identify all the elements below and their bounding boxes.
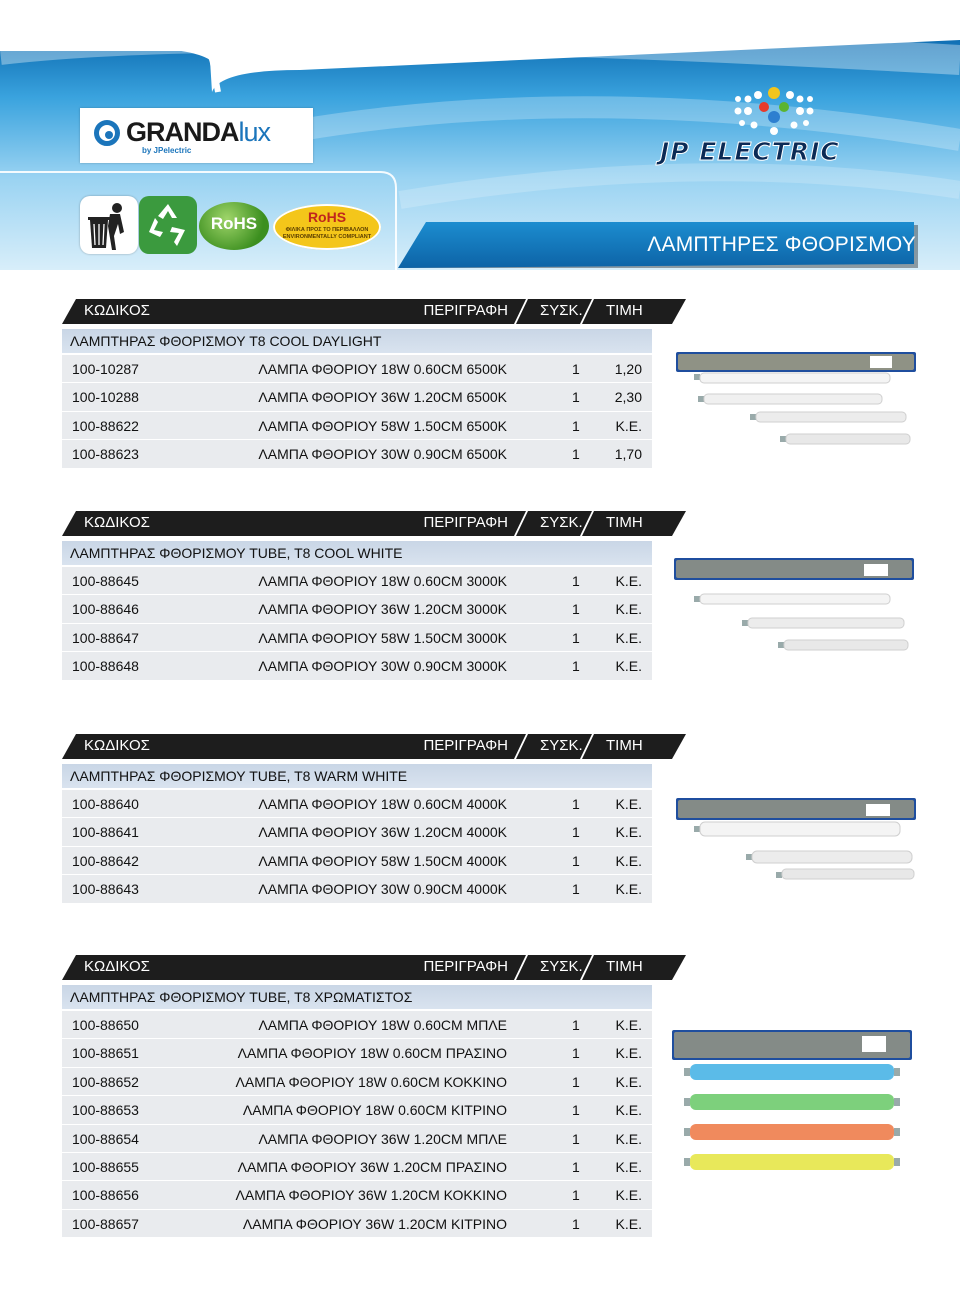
cell-code: 100-88653 xyxy=(72,1102,139,1119)
header-package: ΣΥΣΚ. xyxy=(540,737,583,754)
cell-code: 100-88622 xyxy=(72,417,139,434)
page-header xyxy=(0,0,960,280)
cell-description: ΛΑΜΠΑ ΦΘΟΡΙΟΥ 30W 0.90CM 4000K xyxy=(258,881,507,898)
cell-package: 1 xyxy=(572,881,580,898)
cell-code: 100-88652 xyxy=(72,1073,139,1090)
cell-description: ΛΑΜΠΑ ΦΘΟΡΙΟΥ 18W 0.60CM 4000K xyxy=(258,796,507,812)
table-row xyxy=(62,1039,652,1067)
table-section-warm-white xyxy=(62,734,686,904)
cell-package: 1 xyxy=(572,629,580,646)
colored-lamps-image xyxy=(666,1028,920,1192)
cell-package: 1 xyxy=(572,658,580,675)
table-row xyxy=(62,1068,652,1096)
recycle-icon xyxy=(139,196,197,254)
cell-package: 1 xyxy=(572,1130,580,1147)
cell-description: ΛΑΜΠΑ ΦΘΟΡΙΟΥ 36W 1.20CM ΜΠΛΕ xyxy=(258,1130,507,1147)
rohs-yellow-line-2: ENVIRONMENTALLY COMPLIANT xyxy=(282,234,372,240)
cell-description: ΛΑΜΠΑ ΦΘΟΡΙΟΥ 18W 0.60CM ΚΟΚΚΙΝΟ xyxy=(235,1073,507,1090)
table-row xyxy=(62,567,652,595)
table-section-cool-white xyxy=(62,511,686,681)
group-title: ΛΑΜΠΤΗΡΑΣ ΦΘΟΡΙΣΜΟΥ TUBE, T8 WARM WHITE xyxy=(62,764,652,788)
group-title: ΛΑΜΠΤΗΡΑΣ ΦΘΟΡΙΣΜΟΥ T8 COOL DAYLIGHT xyxy=(62,329,652,353)
cell-package: 1 xyxy=(572,1215,580,1232)
rohs-yellow-line-1: ΦΙΛΙΚΑ ΠΡΟΣ ΤΟ ΠΕΡΙΒΑΛΛΟΝ xyxy=(285,227,369,233)
cell-description: ΛΑΜΠΑ ΦΘΟΡΙΟΥ 36W 1.20CM 4000K xyxy=(258,824,507,841)
cell-code: 100-88656 xyxy=(72,1187,139,1204)
cell-price: Κ.Ε. xyxy=(615,601,642,618)
table-row xyxy=(62,1011,652,1039)
cell-package: 1 xyxy=(572,796,580,812)
cell-price: 1,20 xyxy=(614,361,642,377)
table-row xyxy=(62,875,652,903)
cell-price: Κ.Ε. xyxy=(615,417,642,434)
cell-price: Κ.Ε. xyxy=(615,573,642,589)
cell-description: ΛΑΜΠΑ ΦΘΟΡΙΟΥ 58W 1.50CM 3000K xyxy=(258,629,507,646)
cell-description: ΛΑΜΠΑ ΦΘΟΡΙΟΥ 18W 0.60CM ΚΙΤΡΙΝΟ xyxy=(242,1102,507,1119)
cell-description: ΛΑΜΠΑ ΦΘΟΡΙΟΥ 18W 0.60CM 3000K xyxy=(258,573,507,589)
table-row xyxy=(62,1096,652,1124)
cell-price: 2,30 xyxy=(614,389,642,406)
cell-price: Κ.Ε. xyxy=(615,796,642,812)
cell-package: 1 xyxy=(572,1102,580,1119)
cell-package: 1 xyxy=(572,1073,580,1090)
table-row xyxy=(62,790,652,818)
cell-package: 1 xyxy=(572,1187,580,1204)
header-price: ΤΙΜΗ xyxy=(606,958,643,975)
logo-name-main: GRANDA xyxy=(126,117,239,147)
table-row xyxy=(62,1125,652,1153)
cell-package: 1 xyxy=(572,1045,580,1062)
table-row xyxy=(62,818,652,846)
header-description: ΠΕΡΙΓΡΑΦΗ xyxy=(423,737,508,754)
table-header xyxy=(62,734,686,759)
header-package: ΣΥΣΚ. xyxy=(540,958,583,975)
header-code: ΚΩΔΙΚΟΣ xyxy=(84,737,150,754)
cell-code: 100-88645 xyxy=(72,573,139,589)
cell-code: 100-88655 xyxy=(72,1158,139,1175)
cell-price: Κ.Ε. xyxy=(615,1130,642,1147)
cell-price: Κ.Ε. xyxy=(615,1158,642,1175)
cell-description: ΛΑΜΠΑ ΦΘΟΡΙΟΥ 58W 1.50CM 6500K xyxy=(258,417,507,434)
grandalux-logo xyxy=(80,108,313,163)
logo-name-accent: lux xyxy=(238,117,271,147)
cell-price: Κ.Ε. xyxy=(615,881,642,898)
table-row xyxy=(62,412,652,440)
table-row xyxy=(62,1181,652,1209)
header-package: ΣΥΣΚ. xyxy=(540,514,583,531)
cell-code: 100-88641 xyxy=(72,824,139,841)
cell-code: 100-88657 xyxy=(72,1215,139,1232)
page-title: ΛΑΜΠΤΗΡΕΣ ΦΘΟΡΙΣΜΟΥ xyxy=(647,233,916,256)
header-code: ΚΩΔΙΚΟΣ xyxy=(84,514,150,531)
rohs-green-badge xyxy=(199,202,269,250)
cell-price: Κ.Ε. xyxy=(615,1017,642,1033)
cell-description: ΛΑΜΠΑ ΦΘΟΡΙΟΥ 18W 0.60CM 6500K xyxy=(258,361,507,377)
cell-code: 100-10288 xyxy=(72,389,139,406)
cell-description: ΛΑΜΠΑ ΦΘΟΡΙΟΥ 36W 1.20CM ΠΡΑΣΙΝΟ xyxy=(237,1158,507,1175)
cell-package: 1 xyxy=(572,573,580,589)
rohs-yellow-badge xyxy=(273,204,381,250)
table-header xyxy=(62,955,686,980)
cell-package: 1 xyxy=(572,1158,580,1175)
table-header xyxy=(62,511,686,536)
table-header xyxy=(62,299,686,324)
cell-price: Κ.Ε. xyxy=(615,1102,642,1119)
cell-price: Κ.Ε. xyxy=(615,852,642,869)
header-price: ΤΙΜΗ xyxy=(606,737,643,754)
jp-electric-logo-text: JP ELECTRIC xyxy=(660,137,840,166)
warm-white-lamps-image xyxy=(670,796,920,886)
table-row xyxy=(62,847,652,875)
cell-code: 100-88650 xyxy=(72,1017,139,1033)
header-code: ΚΩΔΙΚΟΣ xyxy=(84,958,150,975)
cell-description: ΛΑΜΠΑ ΦΘΟΡΙΟΥ 36W 1.20CM ΚΟΚΚΙΝΟ xyxy=(235,1187,507,1204)
cell-code: 100-88623 xyxy=(72,446,139,463)
logo-byline: by JPelectric xyxy=(142,146,192,155)
header-description: ΠΕΡΙΓΡΑΦΗ xyxy=(423,958,508,975)
header-code: ΚΩΔΙΚΟΣ xyxy=(84,302,150,319)
cell-code: 100-88646 xyxy=(72,601,139,618)
cell-package: 1 xyxy=(572,601,580,618)
cell-price: Κ.Ε. xyxy=(615,658,642,675)
cell-price: Κ.Ε. xyxy=(615,1215,642,1232)
table-section-cool-daylight xyxy=(62,299,686,469)
table-row xyxy=(62,440,652,468)
cell-description: ΛΑΜΠΑ ΦΘΟΡΙΟΥ 36W 1.20CM 6500K xyxy=(258,389,507,406)
cell-description: ΛΑΜΠΑ ΦΘΟΡΙΟΥ 58W 1.50CM 4000K xyxy=(258,852,507,869)
cool-daylight-lamps-image xyxy=(670,350,920,456)
rohs-green-label: RoHS xyxy=(210,214,258,233)
cell-code: 100-88647 xyxy=(72,629,139,646)
cell-description: ΛΑΜΠΑ ΦΘΟΡΙΟΥ 18W 0.60CM ΠΡΑΣΙΝΟ xyxy=(237,1045,507,1062)
cell-package: 1 xyxy=(572,417,580,434)
table-row xyxy=(62,1153,652,1181)
cell-code: 100-88640 xyxy=(72,796,139,812)
jp-electric-dots-icon xyxy=(730,85,820,137)
table-row xyxy=(62,355,652,383)
group-title: ΛΑΜΠΤΗΡΑΣ ΦΘΟΡΙΣΜΟΥ TUBE, T8 ΧΡΩΜΑΤΙΣΤΟΣ xyxy=(62,985,652,1009)
cell-code: 100-88648 xyxy=(72,658,139,675)
cell-package: 1 xyxy=(572,389,580,406)
cell-package: 1 xyxy=(572,824,580,841)
cell-package: 1 xyxy=(572,446,580,463)
cell-price: Κ.Ε. xyxy=(615,824,642,841)
header-description: ΠΕΡΙΓΡΑΦΗ xyxy=(423,514,508,531)
grandalux-logo-icon xyxy=(94,120,120,146)
cell-description: ΛΑΜΠΑ ΦΘΟΡΙΟΥ 36W 1.20CM ΚΙΤΡΙΝΟ xyxy=(242,1215,507,1232)
cell-price: 1,70 xyxy=(614,446,642,463)
group-title: ΛΑΜΠΤΗΡΑΣ ΦΘΟΡΙΣΜΟΥ TUBE, T8 COOL WHITE xyxy=(62,541,652,565)
cell-description: ΛΑΜΠΑ ΦΘΟΡΙΟΥ 36W 1.20CM 3000K xyxy=(258,601,507,618)
table-row xyxy=(62,1210,652,1238)
cell-code: 100-88642 xyxy=(72,852,139,869)
cool-white-lamps-image xyxy=(668,556,918,658)
cell-code: 100-88651 xyxy=(72,1045,139,1062)
cell-price: Κ.Ε. xyxy=(615,629,642,646)
cell-code: 100-10287 xyxy=(72,361,139,377)
table-row xyxy=(62,652,652,680)
table-row xyxy=(62,595,652,623)
cell-price: Κ.Ε. xyxy=(615,1073,642,1090)
cell-package: 1 xyxy=(572,852,580,869)
header-description: ΠΕΡΙΓΡΑΦΗ xyxy=(423,302,508,319)
cell-code: 100-88654 xyxy=(72,1130,139,1147)
table-section-colored xyxy=(62,955,686,1238)
cell-code: 100-88643 xyxy=(72,881,139,898)
header-package: ΣΥΣΚ. xyxy=(540,302,583,319)
cell-price: Κ.Ε. xyxy=(615,1045,642,1062)
header-price: ΤΙΜΗ xyxy=(606,302,643,319)
rohs-yellow-title: RoHS xyxy=(307,209,347,225)
cell-description: ΛΑΜΠΑ ΦΘΟΡΙΟΥ 18W 0.60CM ΜΠΛΕ xyxy=(258,1017,507,1033)
recycle-bin-icon xyxy=(80,196,138,254)
cell-description: ΛΑΜΠΑ ΦΘΟΡΙΟΥ 30W 0.90CM 6500K xyxy=(258,446,507,463)
header-price: ΤΙΜΗ xyxy=(606,514,643,531)
cell-description: ΛΑΜΠΑ ΦΘΟΡΙΟΥ 30W 0.90CM 3000K xyxy=(258,658,507,675)
cell-price: Κ.Ε. xyxy=(615,1187,642,1204)
table-row xyxy=(62,383,652,411)
cell-package: 1 xyxy=(572,1017,580,1033)
cell-package: 1 xyxy=(572,361,580,377)
table-row xyxy=(62,624,652,652)
